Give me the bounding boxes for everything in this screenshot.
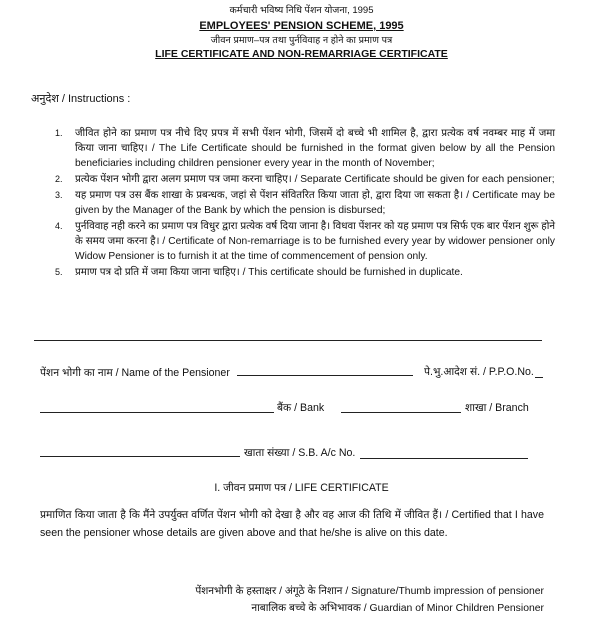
instructions-list bbox=[55, 126, 555, 281]
branch-label: शाखा / Branch bbox=[465, 402, 529, 414]
bank-field[interactable] bbox=[40, 402, 274, 413]
instruction-text: प्रत्येक पेंशन भोगी द्वारा अलग प्रमाण पत्र जमा करना चाहिए। / Separate Certificate should be given for each pensioner; bbox=[75, 174, 555, 185]
life-certificate-title: I. जीवन प्रमाण पत्र / LIFE CERTIFICATE bbox=[214, 482, 389, 494]
instruction-item bbox=[55, 265, 555, 280]
instruction-number: 4. bbox=[55, 221, 63, 231]
instruction-item bbox=[55, 188, 555, 218]
ppo-field[interactable] bbox=[535, 367, 543, 378]
pensioner-name-field[interactable] bbox=[237, 365, 413, 376]
bank-label: बैंक / Bank bbox=[277, 402, 325, 414]
pensioner-name-row bbox=[40, 365, 413, 380]
instruction-number: 2. bbox=[55, 174, 63, 184]
header-hindi-scheme: कर्मचारी भविष्य निधि पेंशन योजना, 1995 bbox=[229, 5, 374, 16]
signature-line: पेंशनभोगी के हस्ताक्षर / अंगूठे के निशान / Signature/Thumb impression of pensioner bbox=[195, 586, 544, 597]
instruction-item bbox=[55, 219, 555, 264]
scheme-title: EMPLOYEES' PENSION SCHEME, 1995 bbox=[199, 20, 404, 32]
section-divider bbox=[34, 340, 542, 341]
instruction-text: यह प्रमाण पत्र उस बैंक शाखा के प्रबन्धक, जहां से पेंशन संवितरित किया जाता हो, द्वारा दिया जा सकता है। / Certificate may be given by the Manager of the Bank by which the pension is disbursed; bbox=[75, 190, 555, 216]
instruction-item bbox=[55, 126, 555, 171]
instruction-number: 3. bbox=[55, 190, 63, 200]
account-prefix-line bbox=[40, 446, 240, 457]
pensioner-name-label: पेंशन भोगी का नाम / Name of the Pensioner bbox=[40, 367, 230, 379]
branch-field[interactable] bbox=[341, 402, 461, 413]
guardian-line: नाबालिक बच्चे के अभिभावक / Guardian of Minor Children Pensioner bbox=[251, 603, 544, 614]
instruction-number: 1. bbox=[55, 128, 63, 138]
account-field[interactable] bbox=[360, 448, 528, 459]
instruction-number: 5. bbox=[55, 267, 63, 277]
ppo-label: पे.भु.आदेश सं. / P.P.O.No. bbox=[424, 366, 534, 378]
instruction-text: जीवित होने का प्रमाण पत्र नीचे दिए प्रपत्र में सभी पेंशन भोगी, जिसमें दो बच्चे भी शामिल है, द्वारा प्रत्येक वर्ष नवम्बर माह में जमा किया जाना चाहिए। / The Life Certificate should be furnished in the format given below by all the Pension beneficiaries including children pensioner every year in the month of November; bbox=[75, 128, 555, 169]
account-label: खाता संख्या / S.B. A/c No. bbox=[244, 447, 356, 459]
life-certificate-text: प्रमाणित किया जाता है कि मैंने उपर्युक्त वर्णित पेंशन भोगी को देखा है और वह आज की तिथि में जीवित हैं। / Certified that I have seen the pensioner whose details are given above and that he/she is alive on this date. bbox=[40, 509, 544, 539]
instructions-label: अनुदेश / Instructions : bbox=[31, 93, 131, 105]
instruction-text: प्रमाण पत्र दो प्रति में जमा किया जाना चाहिए। / This certificate should be furnished in duplicate. bbox=[75, 267, 463, 278]
header-hindi-certificate: जीवन प्रमाण–पत्र तथा पुर्नविवाह न होने का प्रमाण पत्र bbox=[210, 35, 393, 46]
certificate-title: LIFE CERTIFICATE AND NON-REMARRIAGE CERTIFICATE bbox=[155, 48, 448, 60]
instruction-item bbox=[55, 172, 555, 187]
instruction-text: पुर्नविवाह नही करने का प्रमाण पत्र विधुर द्वारा प्रत्येक वर्ष दिया जाना है। विधवा पेंशनर को यह प्रमाण पत्र सिर्फ एक बार पेंशन शुरू होने के समय जमा करना है। / Certificate of Non-remarriage is to be furnished every year by widower pensioner only Widow Pensioner is to furnish it at the time of commencement of pension only. bbox=[75, 221, 555, 262]
